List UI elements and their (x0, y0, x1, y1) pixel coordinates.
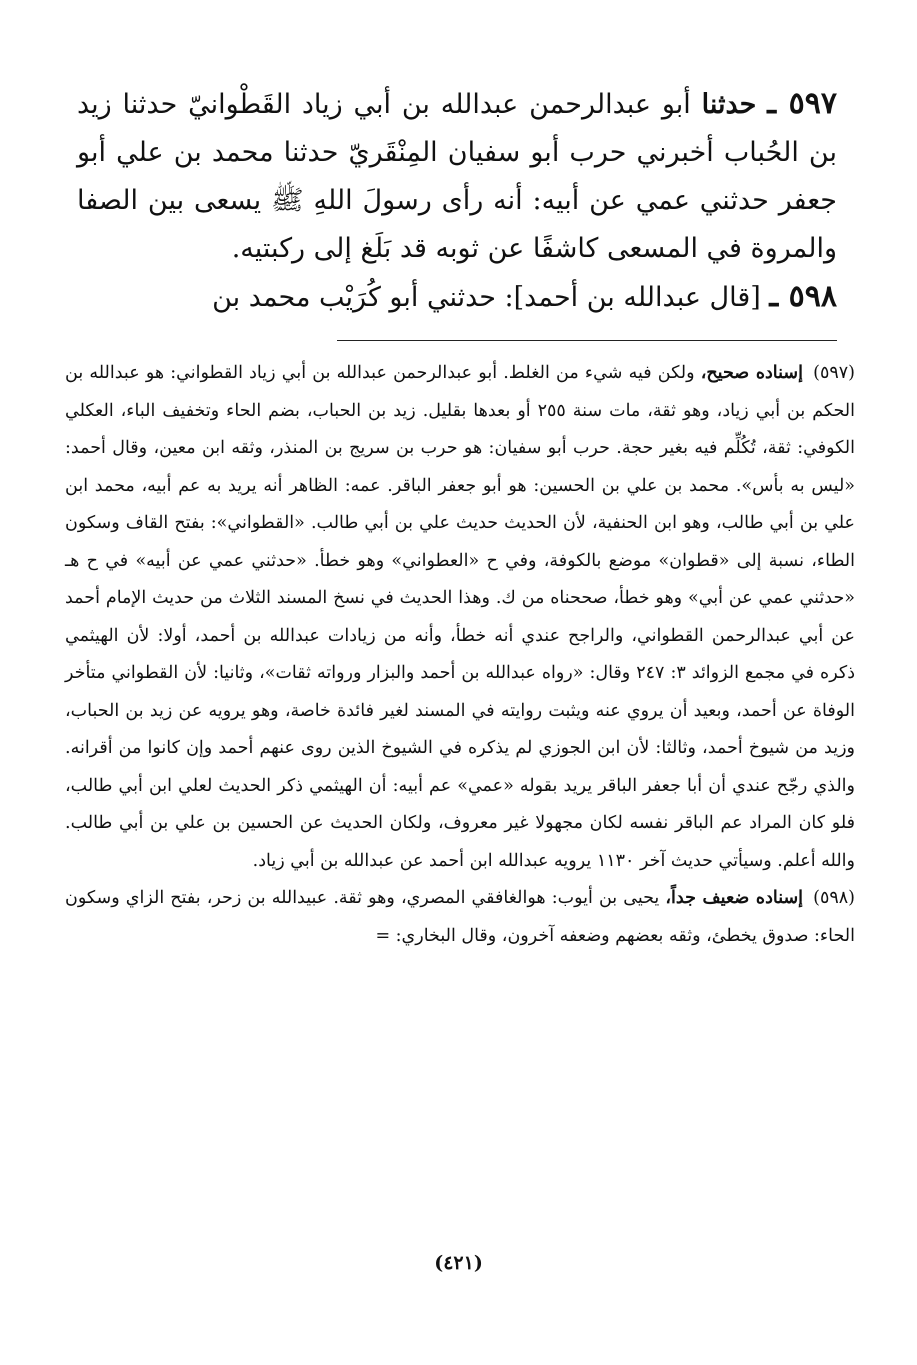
footnote-597-text: ولكن فيه شيء من الغلط. أبو عبدالرحمن عبدالله بن أبي زياد القطواني: هو عبدالله بن الحكم بن أبي زياد، وهو ثقة، مات سنة ٢٥٥ أو بعدها بقليل. زيد بن الحباب، بضم الحاء وتخفيف الباء، العكلي الكوفي: ثقة، تُكُلِّم فيه بغير حجة. حرب أبو سفيان: هو حرب بن سريج بن المنذر، وثقه ابن معين، وقال أحمد: «ليس به بأس». محمد بن علي بن الحسين: هو أبو جعفر الباقر. عمه: الظاهر أنه يريد به عم أبيه، محمد ابن علي بن أبي طالب، وهو ابن الحنفية، لأن الحديث حديث علي بن أبي طالب. «القطواني»: بفتح القاف وسكون الطاء، نسبة إلى «قطوان» موضع بالكوفة، وفي ح «العطواني» وهو خطأ. «حدثني عمي عن أبيه» في ح هـ «حدثني عمي عن أبي» وهو خطأ، صححناه من ك. وهذا الحديث في نسخ المسند الثلاث من حديث الإمام أحمد عن أبي عبدالرحمن القطواني، والراجح عندي أنه خطأ، وأنه من زيادات عبدالله بن أحمد، أولا: لأن الهيثمي ذكره في مجمع الزوائد ٣: ٢٤٧ وقال: «رواه عبدالله بن أحمد والبزار ورواته ثقات»، وثانيا: لأن القطواني متأخر الوفاة عن أحمد، وبعيد أن يروي عنه ويثبت روايته في المسند لغير فائدة خاصة، وهو يرويه عن زيد بن الحباب، وزيد من شيوخ أحمد، وثالثا: لأن ابن الجوزي لم يذكره في الشيوخ الذين روى عنهم أحمد وإن كانوا من أقرانه. والذي رجّح عندي أن أبا جعفر الباقر يريد بقوله «عمي» عم أبيه: أن الهيثمي ذكر الحديث لعلي ابن أبي طالب، فلو كان المراد عم الباقر نفسه لكان مجهولا غير معروف، ولكان الحديث عن الحسين بن علي بن أبي طالب. والله أعلم. وسيأتي حديث آخر ١١٣٠ يرويه عبدالله ابن أحمد عن عبدالله بن أبي زياد. (65, 363, 855, 871)
hadith-598-number: ٥٩٨ ـ (769, 279, 837, 314)
hadith-597-keyword: حدثنا (701, 89, 757, 120)
main-text (77, 80, 837, 322)
footnote-598 (65, 880, 855, 955)
hadith-597-text: أبو عبدالرحمن عبدالله بن أبي زياد القَطْوانيّ حدثنا زيد بن الحُباب أخبرني حرب أبو سفيان المِنْقَريّ حدثنا محمد بن علي أبو جعفر حدثني عمي عن أبيه: أنه رأى رسولَ اللهِ ﷺ يسعى بين الصفا والمروة في المسعى كاشفًا عن ثوبه قد بَلَغ إلى ركبتيه. (77, 89, 837, 264)
footnote-598-text: يحيى بن أيوب: هوالغافقي المصري، وهو ثقة. عبيدالله بن زحر، بفتح الزاي وسكون الحاء: صدوق يخطئ، وثقه بعضهم وضعفه آخرون، وقال البخاري: = (65, 888, 855, 946)
hadith-597-number: ٥٩٧ ـ (767, 86, 837, 121)
hadith-598 (77, 273, 837, 322)
footnote-597-ref: (٥٩٧) (813, 363, 855, 383)
footnote-598-keyword: إسناده ضعيف جداً، (665, 888, 803, 908)
footnote-597 (65, 355, 855, 880)
page-number: (٤٢١) (434, 1252, 483, 1274)
footnote-divider (337, 340, 837, 341)
hadith-598-text: [قال عبدالله بن أحمد]: حدثني أبو كُرَيْب محمد بن (212, 282, 761, 313)
footnotes (65, 355, 855, 955)
footnote-597-keyword: إسناده صحيح، (700, 363, 803, 383)
hadith-597 (77, 80, 837, 273)
footnote-598-ref: (٥٩٨) (813, 888, 855, 908)
